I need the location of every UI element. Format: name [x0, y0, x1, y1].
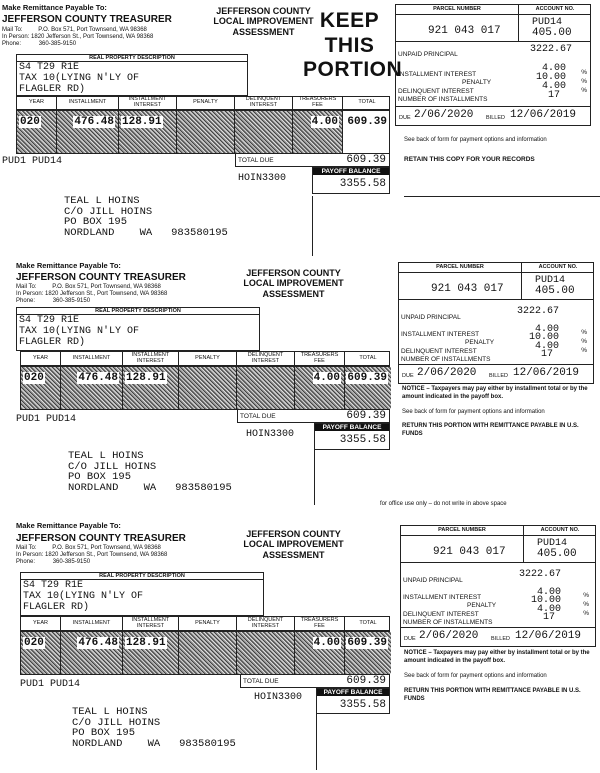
- treasurer-name: JEFFERSON COUNTY TREASURER: [16, 533, 186, 544]
- treasurer-name: JEFFERSON COUNTY TREASURER: [16, 272, 186, 283]
- installment-interest-rate: 4.00: [536, 587, 561, 598]
- title-line: LOCAL IMPROVEMENT: [213, 16, 314, 27]
- keep-line: THIS: [324, 33, 375, 57]
- unpaid-principal-label: UNPAID PRINCIPAL: [401, 314, 461, 321]
- col-penalty: PENALTY: [179, 352, 237, 365]
- in-person: 1820 Jefferson St., Port Townsend, WA 98368: [45, 290, 168, 297]
- col-installment: INSTALLMENT: [61, 352, 123, 365]
- address-line: TEAL L HOINS: [64, 195, 140, 207]
- address-line: C/O JILL HOINS: [68, 460, 157, 473]
- account-code: PUD14: [535, 275, 566, 286]
- treasurers-fee-value: 4.00: [313, 637, 340, 649]
- billed-date: 12/06/2019: [513, 367, 580, 379]
- installments-label: NUMBER OF INSTALLMENTS: [398, 96, 488, 103]
- legal-description-box: [16, 307, 260, 351]
- divider: [401, 562, 595, 563]
- payoff-value: 3355.58: [339, 178, 386, 190]
- installment-interest-label: INSTALLMENT INTEREST: [403, 594, 482, 601]
- total-cell: [343, 111, 391, 153]
- remit-label: Make Remittance Payable To:: [16, 521, 121, 530]
- installment-data-row: [16, 110, 390, 154]
- mail-to-label: Mail To:: [2, 27, 23, 33]
- installment-interest-cell: [123, 367, 179, 409]
- legal-line: TAX 10(LYING N'LY OF: [19, 326, 140, 337]
- col-installment-interest: INSTALLMENT INTEREST: [123, 617, 179, 630]
- divider: [314, 450, 315, 505]
- total-due-value: 609.39: [346, 154, 386, 166]
- divider: [523, 526, 524, 562]
- phone: 360-385-9150: [52, 558, 91, 565]
- payoff-value: 3355.58: [339, 434, 386, 446]
- treasurers-fee-cell: [295, 632, 345, 674]
- col-delinquent-interest: DELINQUENT INTEREST: [237, 617, 295, 630]
- account-label: ACCOUNT NO.: [540, 527, 580, 533]
- phone-label: Phone:: [2, 40, 22, 47]
- in-person-label: In Person:: [16, 290, 44, 297]
- installments-count: 17: [540, 349, 553, 360]
- divider: [404, 196, 600, 197]
- delinquent-interest-label: DELINQUENT INTEREST: [398, 88, 474, 95]
- total-value: 609.39: [347, 372, 387, 384]
- stub-return-portion-2: [0, 517, 600, 773]
- account-amount: 405.00: [535, 285, 575, 297]
- installment-value: 476.48: [78, 637, 118, 649]
- installment-interest-value: 128.91: [126, 372, 166, 384]
- title-line: JEFFERSON COUNTY: [246, 268, 341, 278]
- installment-value: 476.48: [78, 372, 118, 384]
- pct-sign: %: [581, 87, 587, 94]
- treasurer-name: JEFFERSON COUNTY TREASURER: [2, 14, 172, 25]
- col-treasurers-fee: TREASURERS FEE: [293, 97, 343, 109]
- mail-to-label: Mail To:: [16, 545, 37, 551]
- keep-this-portion: [303, 9, 403, 83]
- divider: [521, 263, 522, 299]
- installment-interest-rate: 4.00: [541, 63, 566, 74]
- legal-line: FLAGLER RD): [19, 337, 86, 348]
- year-cell: [21, 367, 61, 409]
- pct-sign: %: [581, 78, 587, 85]
- remit-label: Make Remittance Payable To:: [2, 3, 107, 12]
- mail-to-label: Mail To:: [16, 284, 37, 290]
- legal-line: TAX 10(LYING N'LY OF: [23, 591, 144, 602]
- payoff-label: PAYOFF BALANCE: [317, 689, 389, 696]
- legal-header: REAL PROPERTY DESCRIPTION: [17, 308, 259, 315]
- divider: [396, 41, 590, 42]
- payoff-box: [314, 423, 390, 450]
- due-label: DUE: [402, 373, 414, 379]
- address-line: PO BOX 195: [68, 471, 132, 483]
- assessment-title: [236, 529, 351, 560]
- in-person: 1820 Jefferson St., Port Townsend, WA 98368: [45, 551, 168, 558]
- divider: [401, 535, 595, 536]
- installment-interest-value: 128.91: [122, 116, 162, 128]
- col-installment-interest: INSTALLMENT INTEREST: [123, 352, 179, 365]
- year-value: 020: [24, 637, 44, 649]
- divider: [401, 627, 595, 628]
- address-line: NORDLAND WA 983580195: [72, 737, 236, 750]
- see-back-note: See back of form for payment options and information: [402, 409, 545, 415]
- account-code: PUD14: [537, 538, 568, 549]
- divider: [312, 196, 313, 256]
- legal-description-box: [20, 572, 264, 616]
- pct-sign: %: [583, 592, 589, 599]
- installment-interest-rate: 4.00: [534, 324, 559, 335]
- retain-copy-note: RETAIN THIS COPY FOR YOUR RECORDS: [404, 156, 535, 163]
- delinquent-interest-rate: 4.00: [536, 604, 561, 615]
- installment-interest-cell: [123, 632, 179, 674]
- assessment-title: [236, 268, 351, 299]
- unpaid-principal-value: 3222.67: [516, 306, 559, 317]
- total-cell: [345, 632, 391, 674]
- penalty-label: PENALTY: [462, 79, 492, 86]
- payoff-box: [316, 688, 390, 714]
- col-total: TOTAL: [359, 619, 377, 626]
- parcel-label: PARCEL NUMBER: [433, 6, 481, 12]
- pud-reference: PUD1 PUD14: [16, 414, 77, 425]
- col-year: YEAR: [17, 97, 57, 109]
- total-due-label: TOTAL DUE: [238, 157, 274, 164]
- installment-header-row: [20, 616, 390, 631]
- title-line: JEFFERSON COUNTY: [216, 6, 311, 16]
- billed-label: BILLED: [486, 115, 505, 121]
- year-value: 020: [24, 372, 44, 384]
- billed-date: 12/06/2019: [515, 630, 582, 642]
- pct-sign: %: [581, 69, 587, 76]
- owner-code: HOIN3300: [254, 692, 303, 703]
- due-label: DUE: [404, 636, 416, 642]
- divider: [399, 272, 593, 273]
- legal-header: REAL PROPERTY DESCRIPTION: [21, 573, 263, 580]
- pct-sign: %: [581, 329, 587, 336]
- title-line: JEFFERSON COUNTY: [246, 529, 341, 539]
- return-portion-note: RETURN THIS PORTION WITH REMITTANCE PAYABLE IN U.S. FUNDS: [404, 688, 581, 702]
- installment-interest-value: 128.91: [126, 637, 166, 649]
- pud-reference: PUD1 PUD14: [2, 156, 63, 167]
- total-due-value: 609.39: [346, 675, 386, 687]
- title-line: LOCAL IMPROVEMENT: [243, 539, 344, 550]
- mailing-address: [64, 196, 228, 238]
- col-delinquent-interest: DELINQUENT INTEREST: [237, 352, 295, 365]
- address-line: C/O JILL HOINS: [72, 716, 161, 729]
- account-label: ACCOUNT NO.: [538, 264, 578, 270]
- account-amount: 405.00: [537, 548, 577, 560]
- stub-keep-portion: [0, 0, 600, 256]
- penalty-label: PENALTY: [465, 339, 495, 346]
- legal-line: FLAGLER RD): [19, 84, 86, 95]
- parcel-box: [395, 4, 591, 126]
- parcel-label: PARCEL NUMBER: [436, 264, 484, 270]
- legal-line: S4 T29 R1E: [23, 580, 84, 591]
- address-line: TEAL L HOINS: [68, 450, 144, 462]
- installments-count: 17: [547, 90, 560, 101]
- delinquent-interest-cell: [237, 367, 295, 409]
- installment-data-row: [20, 631, 390, 675]
- in-person-label: In Person:: [16, 551, 44, 558]
- keep-line: PORTION: [303, 58, 403, 82]
- divider: [399, 364, 593, 365]
- in-person-label: In Person:: [2, 33, 30, 40]
- divider: [399, 299, 593, 300]
- due-date: 2/06/2020: [417, 367, 477, 379]
- legal-text: [17, 62, 247, 95]
- parcel-number: 921 043 017: [431, 283, 504, 295]
- unpaid-principal-label: UNPAID PRINCIPAL: [403, 577, 463, 584]
- col-treasurers-fee: TREASURERS FEE: [295, 352, 345, 365]
- installment-header-row: [20, 351, 390, 366]
- owner-code: HOIN3300: [238, 173, 287, 184]
- installment-value: 476.48: [74, 116, 114, 128]
- installment-cell: [61, 632, 123, 674]
- address-line: NORDLAND WA 983580195: [68, 481, 232, 494]
- total-due-value: 609.39: [346, 410, 386, 422]
- unpaid-principal-label: UNPAID PRINCIPAL: [398, 51, 458, 58]
- installment-interest-cell: [119, 111, 177, 153]
- treasurers-fee-cell: [293, 111, 343, 153]
- legal-line: TAX 10(LYING N'LY OF: [19, 73, 140, 84]
- legal-line: S4 T29 R1E: [19, 315, 80, 326]
- see-back-note: See back of form for payment options and information: [404, 673, 547, 679]
- unpaid-principal-value: 3222.67: [518, 569, 561, 580]
- legal-text: [21, 580, 263, 613]
- total-due-box: [237, 410, 390, 423]
- total-value: 609.39: [347, 116, 387, 128]
- installments-label: NUMBER OF INSTALLMENTS: [401, 356, 491, 363]
- col-installment: INSTALLMENT: [57, 97, 119, 109]
- pct-sign: %: [583, 601, 589, 608]
- mail-to: P.O. Box 571, Port Townsend, WA 98368: [52, 284, 161, 290]
- mailing-address: [68, 451, 232, 493]
- owner-code: HOIN3300: [246, 429, 295, 440]
- divider: [518, 5, 519, 41]
- legal-line: FLAGLER RD): [23, 602, 90, 613]
- legal-text: [17, 315, 259, 348]
- delinquent-interest-cell: [237, 632, 295, 674]
- office-use-note: for office use only – do not write in above space: [380, 501, 507, 507]
- account-code: PUD14: [532, 17, 563, 28]
- payoff-box: [312, 167, 390, 194]
- pct-sign: %: [583, 610, 589, 617]
- payoff-label: PAYOFF BALANCE: [313, 168, 389, 175]
- billed-date: 12/06/2019: [510, 109, 577, 121]
- parcel-box: [398, 262, 594, 384]
- divider: [396, 106, 590, 107]
- total-due-box: [235, 154, 390, 167]
- col-installment-interest: INSTALLMENT INTEREST: [119, 97, 177, 109]
- installment-interest-label: INSTALLMENT INTEREST: [398, 71, 477, 78]
- penalty-rate: 10.00: [530, 595, 561, 606]
- delinquent-interest-label: DELINQUENT INTEREST: [401, 348, 477, 355]
- installment-header-row: [16, 96, 390, 110]
- address-line: PO BOX 195: [64, 216, 128, 228]
- account-label: ACCOUNT NO.: [535, 6, 575, 12]
- parcel-label: PARCEL NUMBER: [438, 527, 486, 533]
- total-due-label: TOTAL DUE: [243, 678, 279, 685]
- legal-header: REAL PROPERTY DESCRIPTION: [17, 55, 247, 62]
- title-line: LOCAL IMPROVEMENT: [243, 278, 344, 289]
- total-due-label: TOTAL DUE: [240, 413, 276, 420]
- see-back-note: See back of form for payment options and information: [404, 137, 547, 143]
- notice: NOTICE – Taxpayers may pay either by installment total or by the amount indicated in the payoff box.: [402, 386, 588, 400]
- mail-to: P.O. Box 571, Port Townsend, WA 98368: [52, 545, 161, 551]
- parcel-number: 921 043 017: [433, 546, 506, 558]
- treasurers-fee-value: 4.00: [313, 372, 340, 384]
- account-amount: 405.00: [532, 27, 572, 39]
- col-penalty: PENALTY: [177, 97, 235, 109]
- year-cell: [21, 632, 61, 674]
- billed-label: BILLED: [491, 636, 510, 642]
- installments-label: NUMBER OF INSTALLMENTS: [403, 619, 493, 626]
- installments-count: 17: [542, 612, 555, 623]
- total-due-box: [240, 675, 390, 688]
- mailing-address: [72, 707, 236, 749]
- col-delinquent-interest: DELINQUENT INTEREST: [235, 97, 293, 109]
- due-label: DUE: [399, 115, 411, 121]
- keep-line: KEEP: [319, 9, 380, 32]
- col-penalty: PENALTY: [179, 617, 237, 630]
- phone-label: Phone:: [16, 558, 36, 565]
- phone: 360-385-9150: [38, 40, 77, 47]
- pud-reference: PUD1 PUD14: [20, 679, 81, 690]
- mailing-block: [16, 284, 167, 305]
- treasurers-fee-cell: [295, 367, 345, 409]
- title-line: ASSESSMENT: [262, 549, 325, 560]
- col-total: TOTAL: [359, 354, 377, 361]
- mailing-block: [2, 27, 153, 48]
- treasurers-fee-value: 4.00: [311, 116, 338, 128]
- due-date: 2/06/2020: [419, 630, 479, 642]
- address-line: PO BOX 195: [72, 727, 136, 739]
- billed-label: BILLED: [489, 373, 508, 379]
- unpaid-principal-value: 3222.67: [529, 44, 572, 55]
- divider: [316, 714, 317, 770]
- phone-label: Phone:: [16, 297, 36, 304]
- penalty-label: PENALTY: [467, 602, 497, 609]
- delinquent-interest-label: DELINQUENT INTEREST: [403, 611, 479, 618]
- col-year: YEAR: [21, 352, 61, 365]
- parcel-box: [400, 525, 596, 647]
- stub-return-portion-1: [0, 257, 600, 513]
- mailing-block: [16, 545, 167, 566]
- parcel-number: 921 043 017: [428, 25, 501, 37]
- title-line: ASSESSMENT: [262, 288, 325, 299]
- installment-cell: [61, 367, 123, 409]
- col-installment: INSTALLMENT: [61, 617, 123, 630]
- installment-interest-label: INSTALLMENT INTEREST: [401, 331, 480, 338]
- col-treasurers-fee: TREASURERS FEE: [295, 617, 345, 630]
- return-portion-note: RETURN THIS PORTION WITH REMITTANCE PAYABLE IN U.S. FUNDS: [402, 423, 579, 437]
- address-line: TEAL L HOINS: [72, 706, 148, 718]
- due-date: 2/06/2020: [414, 109, 474, 121]
- penalty-cell: [179, 367, 237, 409]
- legal-description-box: [16, 54, 248, 96]
- notice: NOTICE – Taxpayers may pay either by installment total or by the amount indicated in the payoff box.: [404, 650, 590, 664]
- total-cell: [345, 367, 391, 409]
- total-value: 609.39: [347, 637, 387, 649]
- mail-to: P.O. Box 571, Port Townsend, WA 98368: [38, 27, 147, 33]
- pct-sign: %: [581, 347, 587, 354]
- remit-label: Make Remittance Payable To:: [16, 261, 121, 270]
- installment-data-row: [20, 366, 390, 410]
- pct-sign: %: [581, 338, 587, 345]
- year-cell: [17, 111, 57, 153]
- address-line: C/O JILL HOINS: [64, 205, 153, 218]
- installment-cell: [57, 111, 119, 153]
- phone: 360-385-9150: [52, 297, 91, 304]
- delinquent-interest-rate: 4.00: [534, 341, 559, 352]
- penalty-rate: 10.00: [528, 332, 559, 343]
- col-total: TOTAL: [358, 99, 376, 106]
- legal-line: S4 T29 R1E: [19, 62, 80, 73]
- address-line: NORDLAND WA 983580195: [64, 226, 228, 239]
- penalty-cell: [179, 632, 237, 674]
- title-line: ASSESSMENT: [232, 26, 295, 37]
- divider: [396, 14, 590, 15]
- payoff-label: PAYOFF BALANCE: [315, 424, 389, 431]
- year-value: 020: [20, 116, 40, 128]
- in-person: 1820 Jefferson St., Port Townsend, WA 98368: [31, 33, 154, 40]
- delinquent-interest-rate: 4.00: [541, 81, 566, 92]
- penalty-cell: [177, 111, 235, 153]
- penalty-rate: 10.00: [535, 72, 566, 83]
- col-year: YEAR: [21, 617, 61, 630]
- delinquent-interest-cell: [235, 111, 293, 153]
- payoff-value: 3355.58: [339, 699, 386, 711]
